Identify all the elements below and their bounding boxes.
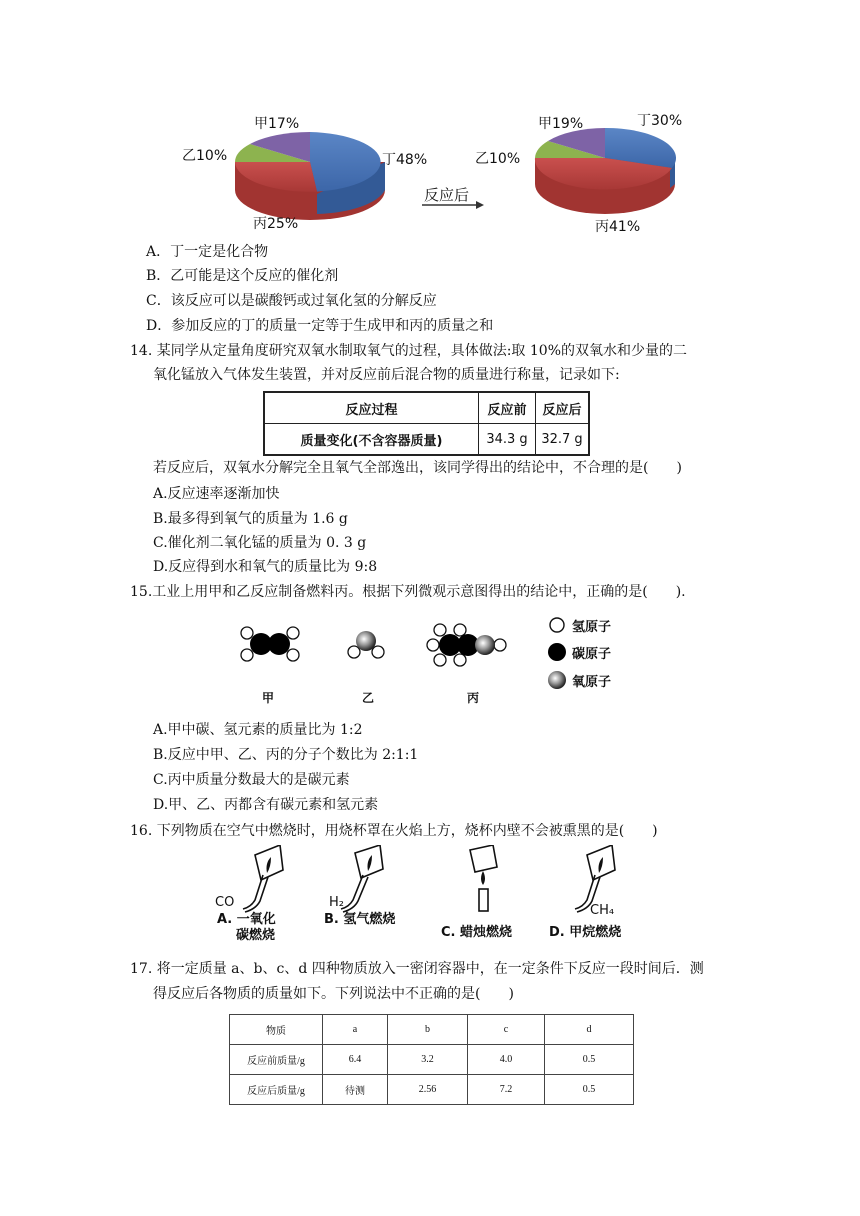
q17-cell: 3.2: [388, 1045, 468, 1075]
choice-a-line2: 碳燃烧: [236, 928, 276, 943]
q14-option-c: C.催化剂二氧化锰的质量为 0. 3 g: [153, 535, 367, 551]
choice-a-line1: A. 一氧化: [217, 912, 276, 927]
q14-header-before: 反应前: [479, 392, 536, 424]
q14-option-a: A.反应速率逐渐加快: [153, 486, 280, 502]
q14-before-value: 34.3 g: [479, 424, 536, 456]
molecule-jia: [241, 627, 299, 661]
q15-option-c: C.丙中质量分数最大的是碳元素: [153, 772, 350, 788]
q17-cell: d: [545, 1015, 634, 1045]
pie-label-after-bing: 丙41%: [595, 219, 641, 235]
table-row: [230, 1015, 634, 1045]
q15-option-a: A.甲中碳、氢元素的质量比为 1:2: [153, 722, 363, 738]
q14-stem-line2: 氧化锰放入气体发生装置，并对反应前后混合物的质量进行称量，记录如下:: [153, 367, 620, 383]
choice-d: D. 甲烷燃烧: [549, 925, 622, 940]
q14-after-value: 32.7 g: [536, 424, 590, 456]
q15-molecule-diagram: [230, 610, 530, 690]
gas-label-h2: H₂: [329, 895, 344, 910]
q17-cell: b: [388, 1015, 468, 1045]
q14-table: [263, 391, 590, 456]
gas-label-ch4: CH₄: [590, 903, 615, 918]
pie-label-before-bing: 丙25%: [253, 216, 299, 232]
q17-cell: 待测: [323, 1075, 388, 1105]
legend-carbon: 碳原子: [572, 647, 612, 662]
q17-cell: 6.4: [323, 1045, 388, 1075]
molecule-yi: [348, 631, 384, 658]
pie-label-before-yi: 乙10%: [182, 148, 228, 164]
legend-atoms: [545, 612, 569, 696]
choice-b: B. 氢气燃烧: [324, 912, 396, 927]
q17-cell: 0.5: [545, 1045, 634, 1075]
q17-cell: 2.56: [388, 1075, 468, 1105]
molecule-bing: [427, 624, 506, 666]
q13-option-d: D．参加反应的丁的质量一定等于生成甲和丙的质量之和: [146, 318, 494, 334]
q17-cell: 4.0: [468, 1045, 545, 1075]
q14-row-label: 质量变化(不含容器质量): [264, 424, 479, 456]
beaker-flame-diagrams: [225, 845, 645, 915]
pie-label-before-jia: 甲17%: [254, 116, 300, 132]
q15-stem: 15.工业上用甲和乙反应制备燃料丙。根据下列微观示意图得出的结论中，正确的是( ).: [130, 584, 686, 600]
pie-label-before-ding: 丁48%: [382, 152, 428, 168]
q13-option-b: B．乙可能是这个反应的催化剂: [146, 268, 339, 284]
q14-header-after: 反应后: [536, 392, 590, 424]
q14-stem-line1: 14. 某同学从定量角度研究双氧水制取氧气的过程，具体做法:取 10%的双氧水和少量的二: [130, 343, 687, 359]
q17-cell: 反应后质量/g: [230, 1075, 323, 1105]
q15-option-b: B.反应中甲、乙、丙的分子个数比为 2:1:1: [153, 747, 419, 763]
q13-option-c: C．该反应可以是碳酸钙或过氧化氢的分解反应: [146, 293, 437, 309]
table-row: [230, 1075, 634, 1105]
molecule-label-bing: 丙: [467, 691, 480, 705]
q15-option-d: D.甲、乙、丙都含有碳元素和氢元素: [153, 797, 379, 813]
q17-cell: a: [323, 1015, 388, 1045]
molecule-label-jia: 甲: [262, 691, 275, 705]
arrow-label: 反应后: [424, 186, 470, 204]
table-row: [230, 1045, 634, 1075]
molecule-label-yi: 乙: [362, 691, 375, 705]
q17-cell: c: [468, 1015, 545, 1045]
legend-oxygen: 氧原子: [572, 675, 612, 690]
q14-option-d: D.反应得到水和氧气的质量比为 9:8: [153, 559, 378, 575]
q17-stem-line2: 得反应后各物质的质量如下。下列说法中不正确的是( ): [153, 986, 514, 1002]
beaker-a: [243, 845, 283, 912]
q17-cell: 0.5: [545, 1075, 634, 1105]
pie-label-after-jia: 甲19%: [538, 116, 584, 132]
beaker-c: [470, 845, 497, 911]
q14-question: 若反应后，双氧水分解完全且氧气全部逸出，该同学得出的结论中，不合理的是( ): [153, 460, 682, 476]
choice-c: C. 蜡烛燃烧: [441, 925, 513, 940]
q16-stem: 16. 下列物质在空气中燃烧时，用烧杯罩在火焰上方，烧杯内壁不会被熏黑的是( ): [130, 823, 658, 839]
q14-header-process: 反应过程: [264, 392, 479, 424]
q17-cell: 7.2: [468, 1075, 545, 1105]
pie-chart-before: [225, 110, 395, 220]
beaker-b: [341, 845, 383, 912]
reaction-arrow: [420, 198, 486, 212]
beaker-d: [575, 845, 615, 912]
q17-table: [229, 1014, 634, 1105]
q13-option-a: A．丁一定是化合物: [146, 244, 269, 260]
gas-label-co: CO: [215, 895, 235, 910]
pie-label-after-yi: 乙10%: [475, 151, 521, 167]
q14-option-b: B.最多得到氧气的质量为 1.6 g: [153, 511, 348, 527]
q17-cell: 物质: [230, 1015, 323, 1045]
legend-hydrogen: 氢原子: [572, 620, 612, 635]
pie-label-after-ding: 丁30%: [637, 113, 683, 129]
q17-stem-line1: 17. 将一定质量 a、b、c、d 四种物质放入一密闭容器中，在一定条件下反应一段时间后．测: [130, 961, 704, 977]
q17-cell: 反应前质量/g: [230, 1045, 323, 1075]
